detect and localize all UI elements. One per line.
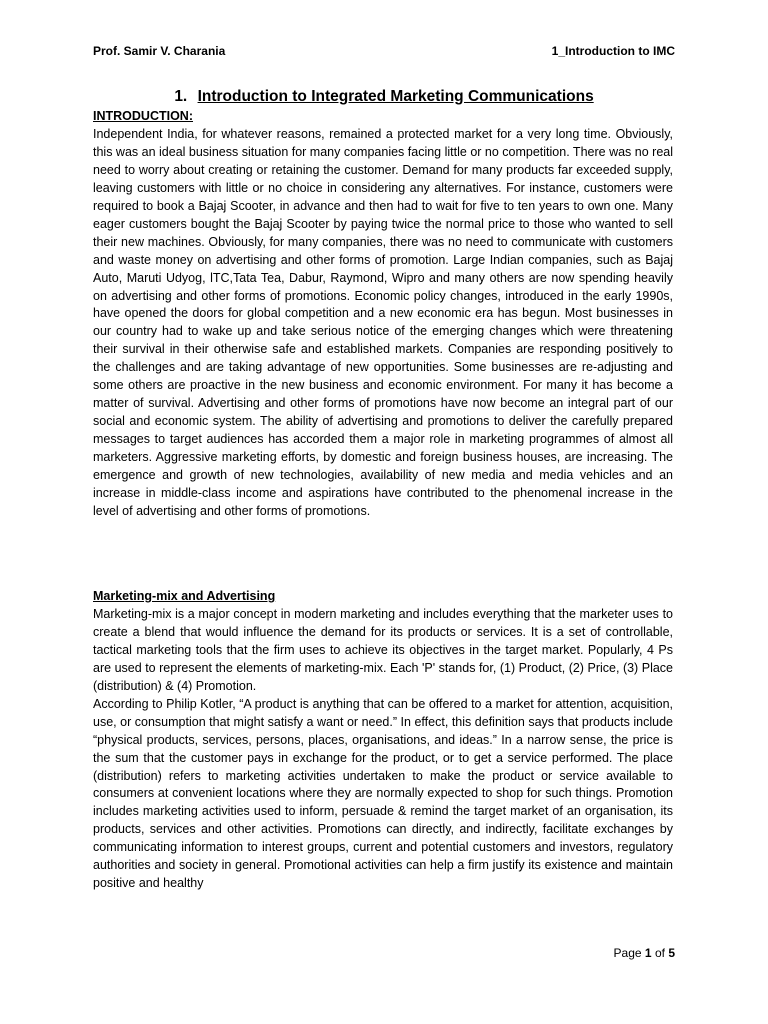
page-footer [614,946,675,960]
marketing-mix-paragraph-2: According to Philip Kotler, “A product is anything that can be offered to a market for attention, acquisition, use, or consumption that might satisfy a want or need.” In effect, this definition says that products include “physical products, services, persons, places, organisations, and ideas.” In a narrow sense, the price is the sum that the customer pays in exchange for the product, or to get a service performed. The place (distribution) refers to marketing activities undertaken to make the product or service available to consumers at convenient locations where they are normally expected to shop for such things. Promotion includes marketing activities used to inform, persuade & remind the target market of an organisation, its products, services and other activities. Promotions can directly, and indirectly, facilitate exchanges by communicating information to interest groups, current and potential customers and investors, regulatory authorities and society in general. Promotional activities can help a firm justify its existence and maintain positive and healthy [93,696,673,891]
of-label: of [654,946,665,960]
title-number: 1. [174,88,188,105]
header-author: Prof. Samir V. Charania [93,44,226,58]
total-pages: 5 [668,946,675,960]
page-number: 1 [644,946,652,960]
introduction-section [93,108,673,521]
marketing-mix-paragraph-1: Marketing-mix is a major concept in modern marketing and includes everything that the marketer uses to create a blend that would influence the demand for its products or services. It is a set of controllable, tactical marketing tools that the firm uses to achieve its objectives in the target market. Popularly, 4 Ps are used to represent the elements of marketing-mix. Each 'P' stands for, (1) Product, (2) Price, (3) Place (distribution) & (4) Promotion. [93,606,673,693]
introduction-heading: INTRODUCTION: [93,109,193,123]
page-label: Page [613,946,642,960]
title-text: Introduction to Integrated Marketing Communications [197,88,594,105]
marketing-mix-section [93,588,673,893]
introduction-paragraph: Independent India, for whatever reasons, remained a protected market for a very long time. Obviously, this was an ideal business situation for many companies facing little or no competition. There was no real need to worry about creating or retaining the customer. Demand for many products far exceeded supply, leaving customers with little or no choice in considering any alternatives. For instance, customers were required to book a Bajaj Scooter, in advance and then had to wait for five to ten years to own one. Many eager customers bought the Bajaj Scooter by paying twice the normal price to those who wanted to sell their new machines. Obviously, for many companies, there was no need to communicate with customers and waste money on advertising and other forms of promotion. Large Indian companies, such as Bajaj Auto, Maruti Udyog, lTC,Tata Tea, Dabur, Raymond, Wipro and many others are now spending heavily on advertising and other forms of promotions. Economic policy changes, introduced in the early 1990s, have opened the doors for global competition and a new economic era has begun. Most businesses in our country had to wake up and take serious notice of the emerging changes which were threatening their survival in their otherwise safe and established markets. Companies are responding positively to the challenges and are taking advantage of new opportunities. Some businesses are re-adjusting and some others are proactive in the new business and economic environment. For many it has become a matter of survival. Advertising and other forms of promotions have now become an integral part of our social and economic system. The ability of advertising and promotions to deliver the carefully prepared messages to target audiences has accorded them a major role in marketing programmes of almost all marketers. Aggressive marketing efforts, by domestic and foreign business houses, are increasing. The emergence and growth of new technologies, availability of new media and media vehicles and an increase in middle-class income and aspirations have contributed to the phenomenal increase in the level of advertising and other forms of promotions. [93,126,673,518]
document-title [0,88,768,106]
marketing-mix-heading: Marketing-mix and Advertising [93,589,276,603]
header-chapter: 1_Introduction to IMC [551,44,675,58]
